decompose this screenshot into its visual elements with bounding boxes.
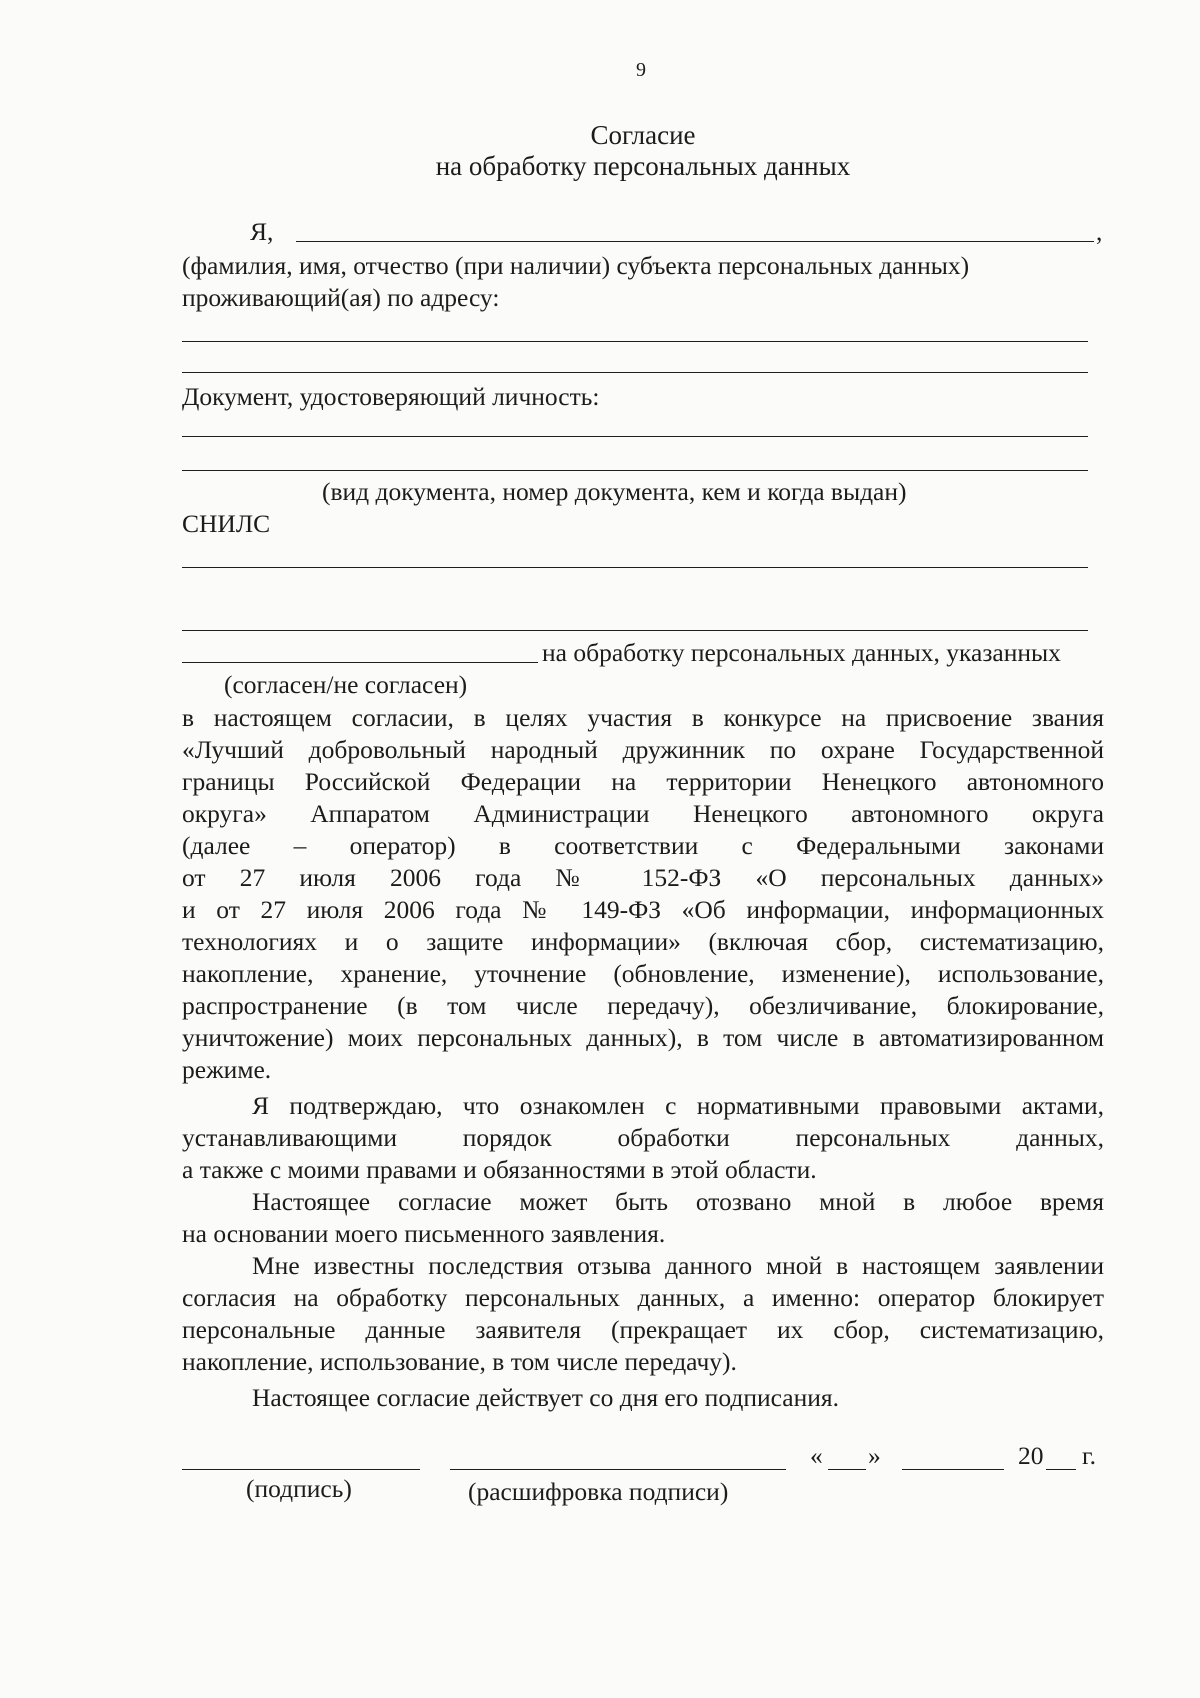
subject-name-line[interactable] xyxy=(296,241,1094,242)
page-title: Согласие xyxy=(590,120,696,150)
paragraph-acknowledge: Я подтверждаю, что ознакомлен с нормативными правовыми актами, устанавливающими порядок обработки персональных данных, а также с моими правами и обязанностями в этой области. xyxy=(182,1091,1104,1184)
snils-line-2[interactable] xyxy=(182,630,1088,631)
date-year-prefix: 20 xyxy=(1018,1441,1044,1470)
signature-decode-line[interactable] xyxy=(450,1469,786,1470)
page-subtitle: на обработку персональных данных xyxy=(435,151,851,181)
subject-name-hint: (фамилия, имя, отчество (при наличии) субъекта персональных данных) xyxy=(182,251,970,280)
signature-line[interactable] xyxy=(182,1469,420,1470)
date-day-line[interactable] xyxy=(828,1469,866,1470)
snils-line-1[interactable] xyxy=(182,567,1088,568)
date-year-line[interactable] xyxy=(1046,1469,1076,1470)
consent-blank[interactable] xyxy=(182,662,538,663)
snils-label: СНИЛС xyxy=(182,509,271,538)
date-quote-close: » xyxy=(868,1441,881,1470)
signature-hint: (подпись) xyxy=(246,1474,352,1503)
signature-decode-hint: (расшифровка подписи) xyxy=(468,1477,729,1506)
date-month-line[interactable] xyxy=(902,1469,1004,1470)
paragraph-consequences: Мне известны последствия отзыва данного мной в настоящем заявлении согласия на обработку персональных данных, а именно: оператор блокирует персональные данные заявителя (прекращает их сбор, систематизацию, накопление, использование, в том числе передачу). xyxy=(182,1251,1104,1376)
page-number: 9 xyxy=(636,59,646,81)
subject-prefix: Я, xyxy=(250,217,274,246)
document-hint: (вид документа, номер документа, кем и когда выдан) xyxy=(322,477,907,506)
subject-suffix: , xyxy=(1096,217,1103,246)
address-label: проживающий(ая) по адресу: xyxy=(182,283,500,312)
date-quote-open: « xyxy=(810,1441,823,1470)
paragraph-purpose: в настоящем согласии, в целях участия в конкурсе на присвоение звания «Лучший добровольный народный дружинник по охране Государственной границы Российской Федерации на территории Ненецкого автономного округа» Аппаратом Администрации Ненецкого автономного округа (далее – оператор) в соответствии с Федеральными законами от 27 июля 2006 года № 152-ФЗ «О персональных данных» и от 27 июля 2006 года № 149-ФЗ «Об информации, информационных технологиях и о защите информации» (включая сбор, систематизацию, накопление, хранение, уточнение (обновление, изменение), использование, распространение (в том числе передачу), обезличивание, блокирование, уничтожение) моих персональных данных), в том числе в автоматизированном режиме. xyxy=(182,703,1104,1084)
document-label: Документ, удостоверяющий личность: xyxy=(182,382,600,411)
address-line-1[interactable] xyxy=(182,341,1088,342)
document-line-1[interactable] xyxy=(182,436,1088,437)
document-line-2[interactable] xyxy=(182,470,1088,471)
address-line-2[interactable] xyxy=(182,372,1088,373)
paragraph-revocation: Настоящее согласие может быть отозвано мной в любое время на основании моего письменного заявления. xyxy=(182,1187,1104,1248)
consent-text: на обработку персональных данных, указанных xyxy=(542,638,1061,667)
consent-hint: (согласен/не согласен) xyxy=(224,670,468,699)
paragraph-validity: Настоящее согласие действует со дня его подписания. xyxy=(252,1383,839,1412)
date-year-suffix: г. xyxy=(1082,1441,1096,1470)
